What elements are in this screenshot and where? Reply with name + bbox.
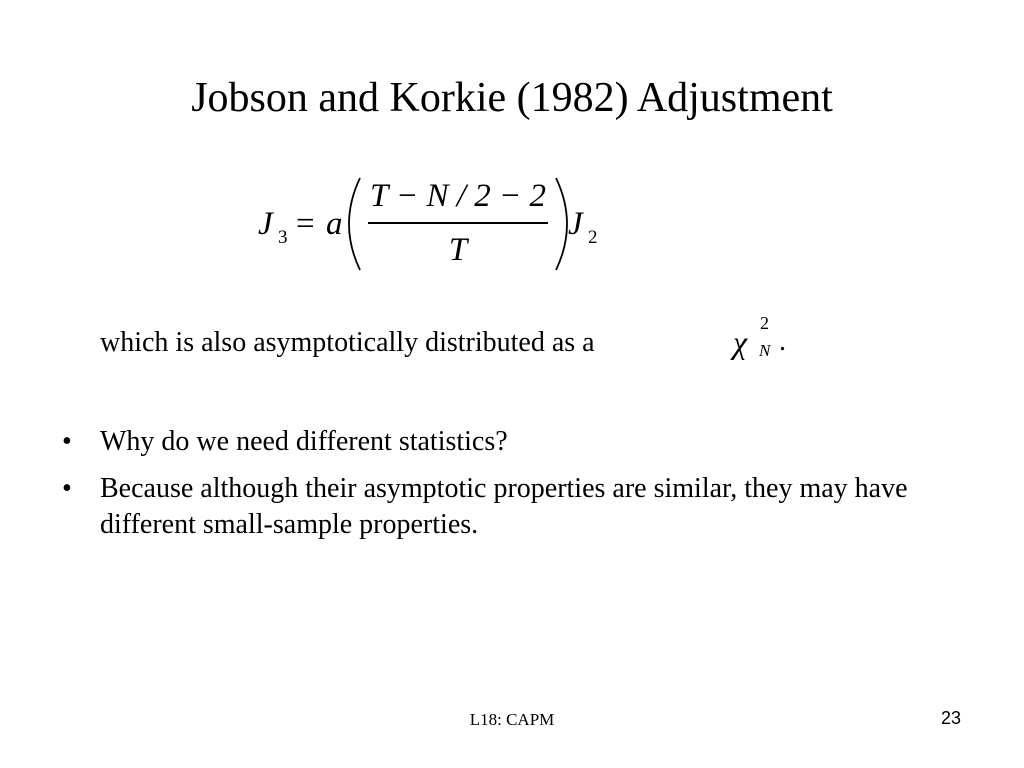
- bullet-list: [0, 424, 1024, 554]
- equation-rhs: J: [568, 206, 583, 242]
- bullet-item: [0, 424, 1024, 460]
- equation-coefficient: a: [326, 206, 343, 242]
- page-number: 23: [940, 708, 961, 728]
- bullet-text: Why do we need different statistics?: [100, 426, 508, 457]
- equation-lhs-subscript: 3: [278, 227, 288, 248]
- chi-superscript: 2: [760, 313, 769, 333]
- slide-title: Jobson and Korkie (1982) Adjustment: [191, 75, 833, 121]
- chi-glyph: χ: [733, 324, 748, 360]
- bullet-marker: •: [62, 426, 72, 457]
- equation-numerator: T − N / 2 − 2: [370, 178, 546, 214]
- equation-lhs: J: [258, 206, 273, 242]
- left-paren: [349, 178, 360, 270]
- equation-equals: =: [296, 206, 315, 242]
- equation-denominator: T: [448, 232, 468, 268]
- equation-rhs-subscript: 2: [588, 227, 598, 248]
- fraction-bar: [368, 222, 548, 224]
- bullet-text: Because although their asymptotic properties are similar, they may have different small-sample properties.: [100, 473, 908, 540]
- bullet-item: [0, 471, 1024, 543]
- chi-trailing-period: .: [779, 326, 786, 357]
- right-paren: [556, 178, 567, 270]
- distribution-text: which is also asymptotically distributed as a: [100, 327, 595, 358]
- footer-text: L18: CAPM: [469, 710, 555, 729]
- bullet-marker: •: [62, 473, 72, 504]
- equation: [250, 172, 630, 276]
- chi-subscript: N: [759, 341, 771, 360]
- chi-squared-symbol: [733, 314, 793, 364]
